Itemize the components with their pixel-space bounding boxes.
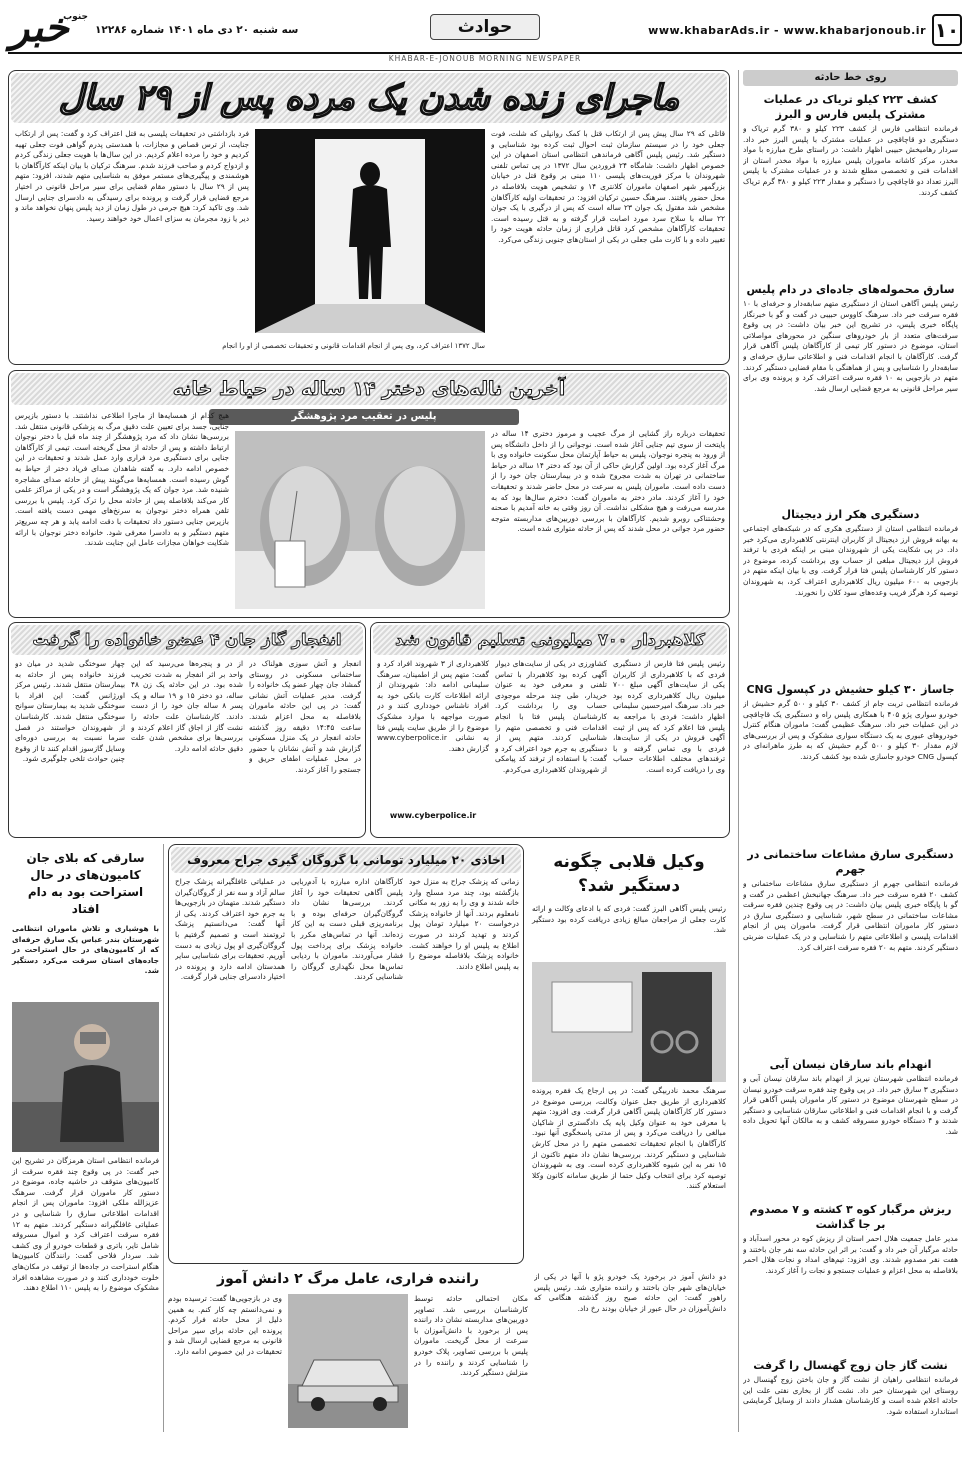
story-gas-explosion	[8, 622, 366, 838]
lead-headline: ماجرای زنده شدن یک مرده پس از ۲۹ سال	[58, 78, 680, 118]
lead-story	[8, 70, 730, 365]
story-gas-col3: چهار سوختگی شدید در میان دو فرزند خانواده پس از حادثه به بیمارستان منتقل شدند. رئیس مرکز اورژانس گفت: این افراد با سوختگی شدید به بیمارستان سوانح سوختگی منتقل شدند. کارشناسان از شهروندان خواستند در فصل سرما نسبت به بررسی دوره‌ای وسایل گازسوز اقدام کنند تا از وقوع چنین حوادث تلخی جلوگیری شود.	[15, 659, 125, 764]
story-surgeon-headline-band	[171, 847, 521, 873]
story-hitrun-col2: مکان احتمالی حادثه توسط کارشناسان بررسی شد. تصاویر دوربین‌های مداربسته نشان داد راننده پس از برخورد با دانش‌آموزان با سرعت از محل گریخت. ماموران پلیس با بررسی تصاویر، پلاک خودرو را شناسایی کردند و راننده را در منزلش دستگیر کردند.	[414, 1294, 528, 1378]
logo-text: خبر	[10, 4, 69, 51]
feet-toe-tag-image	[235, 431, 485, 609]
story-gas-col2: از در و پنجره‌ها می‌رسید که این واحد بر اثر انفجار به شدت تخریب شده بود. در این حادثه یک زن ۴۸ ساله، دو دختر ۱۵ و ۱۹ ساله و یک پسر ۸ ساله جان خود را از دست دادند. کارشناسان علت حادثه را نشت گاز از اجاق گاز اعلام کردند و بررسی‌ها برای مشخص شدن علت دقیق حادثه ادامه دارد.	[131, 659, 243, 753]
sidebar-article	[743, 1055, 958, 1194]
sidebar-article	[743, 680, 958, 839]
story-surgeon-col1: زمانی که پزشک جراح به منزل خود بازگشته بود، چند مرد مسلح وارد خانه شدند و وی را به زور به مکانی نامعلوم بردند. آنها از خانواده پزشک درخواست ۲۰ میلیارد تومان پول کردند و تهدید کردند در صورت اطلاع به پلیس او را خواهند کشت. خانواده پزشک بلافاصله موضوع را به پلیس اطلاع دادند.	[409, 877, 519, 971]
story-gas-headline: انفجار گاز جان ۴ عضو خانواده را گرفت	[32, 630, 342, 649]
sidebar-article	[743, 1200, 958, 1350]
sidebar-article	[743, 845, 958, 1049]
sidebar-article-body: فرمانده انتظامی جهرم از دستگیری سارق مشاعات ساختمانی و کشف ۲۰ فقره سرقت خبر داد. سرهنگ جهانبخش اعظمی در گفت و گو با پایگاه خبری پلیس بیان داشت: در پی وقوع چندین فقره سرقت مشاعات ساختمانی در سطح شهر، شناسایی و دستگیری سارق در دستور کار ماموران انتظامی قرار گرفت. ماموران پس از انجام اقدامات پلیسی و اطلاعاتی متهم را شناسایی و در یک عملیات ضربتی دستگیر کردند. متهم به ۲۰ فقره سرقت اعتراف کرد.	[743, 879, 958, 952]
story-truck-thief	[8, 844, 164, 1432]
cyberpolice-link[interactable]: www.cyberpolice.ir	[389, 811, 477, 820]
page-number-box	[932, 14, 962, 46]
lead-headline-band	[11, 73, 727, 123]
story-girl-headline: آخرین ناله‌های دختر ۱۴ ساله در حیاط خانه	[172, 378, 566, 400]
issue-line: سه شنبه ۲۰ دی ماه ۱۴۰۱ شماره ۱۲۲۸۶	[95, 24, 299, 36]
story-surgeon-col2: کارآگاهان اداره مبارزه با آدم‌ربایی پلیس آگاهی تحقیقات خود را آغاز کردند. بررسی‌ها نشان داد گروگان‌گیران حرفه‌ای بوده و با برنامه‌ریزی قبلی دست به این کار زده‌اند. آنها در تماس‌های مکرر با خانواده پزشک برای پرداخت پول فشار می‌آوردند. ماموران با ردیابی تماس‌ها محل نگهداری گروگان را شناسایی کردند.	[291, 877, 403, 982]
sidebar-title-text: روی خط حادثه	[814, 72, 887, 83]
sidebar-article-body: فرمانده انتظامی استان از دستگیری هکری که در شبکه‌های اجتماعی به بهانه فروش ارز دیجیتال از کاربران اینترنتی کلاهبرداری می‌کرد خبر داد. در پی شکایت یکی از شهروندان مبنی بر اینکه فردی با ترفند فروش ارز دیجیتال مبلغی از حساب وی برداشت کرده، موضوع در دستور کار کارشناسان پلیس فتا قرار گرفت. وی با بیان اینکه متهم در بازجویی به ۶۰۰ میلیون ریال کلاهبرداری اعتراف کرد، به شهروندان توصیه کرد هرگز فریب وعده‌های سود کلان را نخورند.	[743, 524, 958, 597]
sidebar-article	[743, 1356, 958, 1432]
doorway-silhouette-image	[255, 129, 485, 333]
sidebar-article-headline: سارق محموله‌های جاده‌ای در دام پلیس	[746, 283, 955, 296]
story-girl	[8, 370, 730, 618]
logo-small-text: جنوب	[63, 12, 88, 22]
story-truck-headline: سارقی که بلای جان کامیون‌های در حال استراحت بود به دام افتاد	[26, 851, 145, 916]
story-girl-photo	[235, 431, 485, 609]
suspect-photo-image	[12, 1002, 159, 1152]
story-gas-headline-band	[11, 625, 363, 655]
page-number: ۱۰	[934, 18, 960, 42]
story-girl-body-right: تحقیقات درباره راز گشایی از مرگ عجیب و مرموز دختری ۱۴ ساله در پایتخت از سوی تیم جنایی آغاز شده است. نوجوانی را از داخل دانشگاه پس از ورود به پنجره نوجوان، پلیس به حیاط آپارتمان محل سکونت خانواده وی با مرگ آغاز کرده بود. اولین گزارش حاکی از آن بود که دختر ۱۴ ساله در حیاط ساختمانی در تهران به شدت مجروح شده و در بیمارستان جان خود را از دست داده است. ماموران پلیس به سرعت در محل حاضر شدند و تحقیقات خود را آغاز کردند. مادر دختر به ماموران گفت: دخترم سال‌ها بود که به مدرسه می‌رفت و هیچ مشکلی نداشت. آن روز وقتی به خانه آمدیم با صحنه وحشتناکی روبرو شدیم. کارآگاهان با بررسی دوربین‌های مداربسته متوجه حضور مرد جوانی در محل شدند که پس از حادثه متواری شده است.	[491, 429, 725, 534]
story-fraudster-col3: کلاهبرداری از ۳ شهروند افراد کرد و گفت: متهم پس از اطمینان، سرهنگ سلیمانی ادامه داد: شهروندان از ارائه اطلاعات کارت بانکی خود به افراد ناشناس خودداری کنند و در صورت مواجهه با موارد مشکوک موضوع را از طریق سایت پلیس فتا به نشانی www.cyberpolice.ir گزارش دهند.	[377, 659, 489, 753]
story-girl-headline-band	[11, 373, 727, 405]
crashed-car-image	[288, 1294, 408, 1428]
sidebar-article-headline: کشف ۲۲۳ کیلو تریاک در عملیات مشترک پلیس فارس و البرز	[763, 93, 938, 121]
story-fraudster-col1: رئیس پلیس فتا فارس از دستگیری فردی که با کلاهبرداری از کاربران یکی از سایت‌های آگهی مبلغ ۷۰۰ میلیون ریال کلاهبرداری کرده بود خبر داد. سرهنگ امیرحسین سلیمانی اظهار داشت: فردی با مراجعه به پلیس فتا اعلام کرد که پس از ثبت آگهی فروش در یکی از سایت‌ها، فردی با وی تماس گرفته و با ترفندهای مختلف اطلاعات حساب وی را دریافت کرده است.	[613, 659, 725, 774]
story-girl-body-left: هیچ کدام از همسایه‌ها از ماجرا اطلاعی نداشتند. با دستور بازپرس جنایی، جسد برای تعیین علت دقیق مرگ به پزشکی قانونی منتقل شد. بررسی‌ها نشان داد که مرد پژوهشگر از چند ماه قبل با دختر نوجوان ارتباط داشته و پس از حادثه از محل گریخته است. تیمی از کارآگاهان جنایی برای دستگیری مرد فراری وارد عمل شدند و تحقیقات در این خصوص ادامه دارد. به گفته شاهدان صدای فریاد دختر از حیاط به گوش رسیده است. همسایه‌ها می‌گویند پیش از حادثه صدای مشاجره شنیده شد. مرد جوان که یک پژوهشگر است و در یکی از مراکز علمی کار می‌کند بلافاصله پس از حادثه محل را ترک کرد. پلیس با بررسی تلفن همراه دختر نوجوان به سرنخ‌های مهمی دست یافته است. بازپرس جنایی دستور داد تحقیقات با دقت ادامه یابد و هر چه سریع‌تر متهم دستگیر و به دادسرا معرفی شود. خانواده دختر نوجوان با ارائه شکایت خواهان مجازات عامل این جنایت شدند.	[15, 411, 229, 548]
story-truck-body: فرمانده انتظامی استان هرمزگان در تشریح این خبر گفت: در پی وقوع چند فقره سرقت از کامیون‌های متوقف در حاشیه جاده، موضوع در دستور کار ماموران قرار گرفت. سرهنگ عزیزالله ملکی افزود: ماموران پس از انجام اقدامات اطلاعاتی سارق را شناسایی و در عملیاتی غافلگیرانه دستگیر کردند. متهم به ۱۲ فقره سرقت اعتراف کرد و اموال مسروقه شامل تایر، باتری و قطعات خودرو از وی کشف شد. سردار فلاحی گفت: رانندگان کامیون‌ها هنگام استراحت در جاده‌ها از توقف در مکان‌های خلوت خودداری کنند و در صورت مشاهده افراد مشکوک موضوع را به پلیس ۱۱۰ اطلاع دهند.	[12, 1156, 159, 1293]
story-hitrun-headline: راننده فراری، عامل مرگ ۲ دانش آموز	[217, 1271, 479, 1287]
sidebar-article-headline: جاساز ۳۰ کیلو حشیش در کپسول CNG	[746, 683, 955, 696]
sidebar-article-headline: دستگیری سارق مشاعات ساختمانی در جهرم	[747, 848, 954, 876]
story-lawyer-body: سرهنگ محمد نادربیگی گفت: در پی ارجاع یک فقره پرونده کلاهبرداری از طریق جعل عنوان وکالت، بررسی موضوع در دستور کار کارآگاهان پلیس آگاهی قرار گرفت. وی افزود: متهم با معرفی خود به عنوان وکیل پایه یک دادگستری از شاکیان مبالغی را دریافت می‌کرد و پس از مدتی پاسخگوی آنها نبود. کارآگاهان با انجام تحقیقات تخصصی متهم را در محل کارش شناسایی و دستگیر کردند. بررسی‌ها نشان داد متهم تاکنون از ۱۵ نفر به این شیوه کلاهبرداری کرده است. وی به شهروندان توصیه کرد برای انتخاب وکیل حتما از طریق سامانه کانون وکلا استعلام کنند.	[532, 1086, 726, 1191]
lead-body-left: فرد بازداشتی در تحقیقات پلیسی به قتل اعتراف کرد و گفت: پس از ارتکاب جنایت، از ترس قصاص و مجازات، با همدستی پدرم گواهی فوت جعلی تهیه کردیم و خود را مرده اعلام کردیم. در این سال‌ها با هویت جعلی زندگی کردم و ازدواج کردم و صاحب فرزند شدم. سرهنگ ترکیان با بیان اینکه کارآگاهان با هوشمندی و پیگیری‌های مستمر موفق به شناسایی متهم شدند، افزود: متهم پس از ۲۹ سال با دستور مقام قضایی برای سیر مراحل قانونی در اختیار مرجع قضایی قرار گرفت و پرونده برای رسیدگی به دادسرای جنایی ارسال شد. وی تاکید کرد: هیچ جرمی در طول زمان از دید پلیس پنهان نخواهد ماند و دیر یا زود مجرمان به سزای اعمال خود خواهند رسید.	[15, 129, 249, 223]
story-fraudster	[370, 622, 730, 838]
story-fake-lawyer	[528, 844, 730, 1264]
page-header	[0, 0, 970, 64]
header-urls: www.khabarAds.ir - www.khabarjonoub.ir	[648, 24, 926, 37]
story-hitrun-photo	[288, 1294, 408, 1428]
lead-body-right: قاتلی که ۲۹ سال پیش پس از ارتکاب قتل با کمک روانپلی که شلت، فوت جعلی خود را در سیستم سازمان ثبت احوال ثبت کرده بود شناسایی و دستگیر شد. رئیس پلیس آگاهی فرماندهی انتظامی استان اصفهان در این خصوص اظهار داشت: شامگاه ۲۴ فروردین سال ۱۳۷۲ در پی تماس تلفنی شهروندان با مرکز فوریت‌های پلیسی ۱۱۰ مبنی بر وقوع قتل در خیابان بزرگمهر شهر اصفهان ماموران کلانتری ۱۴ و تشخیص هویت بلافاصله در محل حضور یافتند. سرهنگ حسین ترکیان افزود: در تحقیقات اولیه کارآگاهان مشخص شد مقتول یک جوان ۲۳ ساله است که پس از درگیری با یک جوان ۲۲ ساله با سلاح سرد مورد اصابت قرار گرفته و به قتل رسیده است. تحقیقات کارآگاهان مشخص کرد قاتل فراری از زمان حادثه هویت خود را تغییر داده و با کارت ملی جعلی در یکی از استان‌های جنوبی زندگی می‌کرد.	[491, 129, 725, 244]
sidebar-article	[743, 90, 958, 274]
story-hitrun-col1: دو دانش آموز در برخورد یک خودرو پژو با آنها در یکی از خیابان‌های شهر جان باختند و راننده متواری شد. رئیس پلیس راهور گفت: این حادثه صبح روز گذشته هنگامی که دانش‌آموزان در حال عبور از خیابان بودند رخ داد.	[534, 1272, 726, 1313]
lead-caption: سال ۱۳۷۲ اعتراف کرد، وی پس از انجام اقدامات قانونی و تحقیقات تخصصی از او را انجام	[222, 342, 485, 350]
handcuffed-person-image	[532, 962, 726, 1082]
sidebar-title	[743, 70, 958, 86]
story-truck-intro: با هوشیاری و تلاش ماموران انتظامی شهرستان بندر عباس یک سارق حرفه‌ای که از کامیون‌های در حال استراحت در جاده‌های استان سرقت می‌کرد دستگیر شد.	[12, 924, 159, 976]
section-title: حوادث	[430, 14, 540, 40]
story-surgeon-col3: در عملیاتی غافلگیرانه پزشک جراح سالم آزاد و سه نفر از گروگان‌گیران دستگیر شدند. متهمان در بازجویی‌ها به جرم خود اعتراف کردند. یکی از آنها گفت: می‌دانستیم پزشک ثروتمند است و تصمیم گرفتیم با گروگان‌گیری او پول زیادی به دست آوریم. تحقیقات برای شناسایی سایر همدستان ادامه دارد و پرونده در اختیار دادسرای جنایی قرار گرفت.	[175, 877, 285, 982]
sidebar-article	[743, 505, 958, 674]
newspaper-logo	[8, 4, 88, 54]
story-fraudster-headline: کلاهبردار ۷۰۰ میلیونی تسلیم قانون شد	[395, 630, 705, 649]
story-surgeon-kidnap	[168, 844, 524, 1264]
sidebar-article-headline: نشت گاز جان زوج گهنسال را گرفت	[753, 1359, 948, 1372]
sidebar-article-body: مدیر عامل جمعیت هلال احمر استان از ریزش کوه در محور اسدآباد و حادثه مرگبار آن خبر داد و گفت: بر اثر این حادثه سه نفر جان باختند و هفت نفر مصدوم شدند. وی افزود: تیم‌های امداد و نجات هلال احمر بلافاصله به محل اعزام و عملیات جستجو و نجات را آغاز کردند.	[743, 1234, 958, 1275]
story-fraudster-col2: کشاورزی در یکی از سایت‌های دیوار آگهی کرده بود کلاهبردار با تماس تلفنی و معرفی خود به عنوان خریدار، طی چند مرحله موجودی حساب وی را برداشت کرد. کارشناسان پلیس فتا با انجام اقدامات فنی و تخصصی متهم را شناسایی کردند. متهم پس از دستگیری به جرم خود اعتراف کرد و گفت: با استفاده از ترفند کد پیامکی از شهروندان کلاهبرداری می‌کردم.	[495, 659, 607, 774]
sidebar-article-body: رئیس پلیس آگاهی استان از دستگیری متهم سابقه‌دار و حرفه‌ای با ۱۰ فقره سرقت خبر داد. سرهنگ کاووس حبیبی در گفت و گو با خبرنگار پایگاه خبری پلیس، در تشریح این خبر بیان داشت: در پی وقوع سرقت‌های متعدد از بار خودروهای سنگین در محورهای مواصلاتی استان، موضوع در دستور کار تیمی از کارآگاهان پلیس آگاهی قرار گرفت. کارآگاهان با انجام اقدامات فنی و اطلاعاتی سارق حرفه‌ای و سابقه‌دار را شناسایی و پس از هماهنگی با مقام قضایی دستگیر کردند. متهم در بازجویی به ۱۰ فقره سرقت اعتراف کرد و پرونده وی برای سیر مراحل قانونی به مرجع قضایی ارسال شد.	[743, 299, 958, 393]
story-truck-photo	[12, 1002, 159, 1152]
story-lawyer-headline: وکیل قلابی چگونه دستگیر شد؟	[553, 852, 705, 896]
sidebar-article-headline: ریزش مرگبار کوه ۳ کشته و ۷ مصدوم بر جا گذاشت	[749, 1203, 952, 1231]
header-subtitle: KHABAR-E-JONOUB MORNING NEWSPAPER	[388, 54, 582, 63]
story-hitrun-col3: وی در بازجویی‌ها گفت: ترسیده بودم و نمی‌دانستم چه کار کنم. به همین دلیل از محل حادثه فرار کردم. پرونده این حادثه برای سیر مراحل قانونی به مرجع قضایی ارسال شد و تحقیقات در این خصوص ادامه دارد.	[168, 1294, 282, 1356]
sidebar-article-list	[739, 90, 962, 1432]
sidebar-article-headline: دستگیری هکر ارز دیجیتال	[781, 508, 920, 521]
sidebar-article-body: فرمانده انتظامی تربت جام از کشف ۳۰ کیلو و ۵۰۰ گرم حشیش از خودرو سواری پژو ۴۰۵ با همکاری پلیس راه و دستگیری یک قاچاقچی در این عملیات خبر داد. سرهنگ عظیمی گفت: ماموران هنگام کنترل خودروهای عبوری به یک دستگاه سواری مشکوک و پس از بررسی‌های لازم مقدار ۳۰ کیلو و ۵۰۰ گرم حشیش که به طرز ماهرانه‌ای در کپسول CNG خودرو جاسازی شده بود کشف کردند.	[743, 699, 958, 761]
lead-photo-silhouette	[255, 129, 485, 333]
story-gas-col1: انفجار و آتش سوزی هولناک در ساختمانی مسکونی در روستای گمشاد جان چهار عضو یک خانواده را گرفت. مدیر عملیات آتش نشانی گفت: در پی این حادثه ماموران بلافاصله به محل اعزام شدند. ساعت ۱۴:۴۵ دقیقه روز گذشته حادثه انفجار در یک منزل مسکونی گزارش شد و آتش نشانان با حضور در محل عملیات اطفای حریق و جستجو را آغاز کردند.	[249, 659, 361, 774]
sidebar-article-body: فرمانده انتظامی راهیان از نشت گاز و جان باختن زوج گهنسال در روستای این شهرستان خبر داد. نشت گاز از بخاری نفتی علت این حادثه اعلام شده است و کارشناسان هشدار دادند از وسایل گرمایشی استاندارد استفاده شود.	[743, 1375, 958, 1416]
story-fraudster-headline-band	[373, 625, 727, 655]
story-lawyer-photo	[532, 962, 726, 1082]
sidebar-article-body: فرمانده انتظامی شهرستان نیریز از انهدام باند سارقان نیسان آبی و دستگیری ۳ سارق خبر داد. در پی وقوع چند فقره سرقت خودرو نیسان در سطح شهرستان موضوع در دستور کار ماموران پلیس آگاهی قرار گرفت و با انجام اقدامات فنی و اطلاعاتی سارقان شناسایی و دستگیر شدند و ۴ دستگاه خودرو مسروقه کشف و به مالکان آنها تحویل داده شد.	[743, 1074, 958, 1136]
sidebar-article-headline: انهدام باند سارقان نیسان آبی	[769, 1058, 932, 1071]
sidebar-article-body: فرمانده انتظامی فارس از کشف ۲۲۳ کیلو و ۳۸۰ گرم تریاک و دستگیری دو قاچاقچی در عملیات مشترک با پلیس البرز خبر داد. سردار رهامیخش حبیبی اظهار داشت: در راستای طرح مبارزه با مواد مخدر، مرکز کاشانه ماموران پلیس مبارزه با مواد مخدر استان از اقدامات فنی و تخصصی مطلع شدند و در عملیات مشترک با پلیس البرز تعداد دو قاچاقچی را دستگیر و مقدار ۲۲۳ کیلو و ۳۸۰ گرم تریاک کشف کردند.	[743, 124, 958, 197]
story-lawyer-intro: رئیس پلیس آگاهی البرز گفت: فردی که با ادعای وکالت و ارائه کارت جعلی از مراجعان مبالغ زیادی دریافت کرده بود دستگیر شد.	[532, 904, 726, 935]
sidebar-article	[743, 280, 958, 499]
story-hit-run	[168, 1268, 730, 1432]
story-girl-subhead: پلیس در تعقیب مرد پژوهشگر	[209, 409, 519, 425]
news-sidebar	[738, 70, 962, 1432]
story-surgeon-headline: اخاذی ۲۰ میلیارد تومانی با گروگان گیری جراح معروف	[187, 853, 505, 867]
